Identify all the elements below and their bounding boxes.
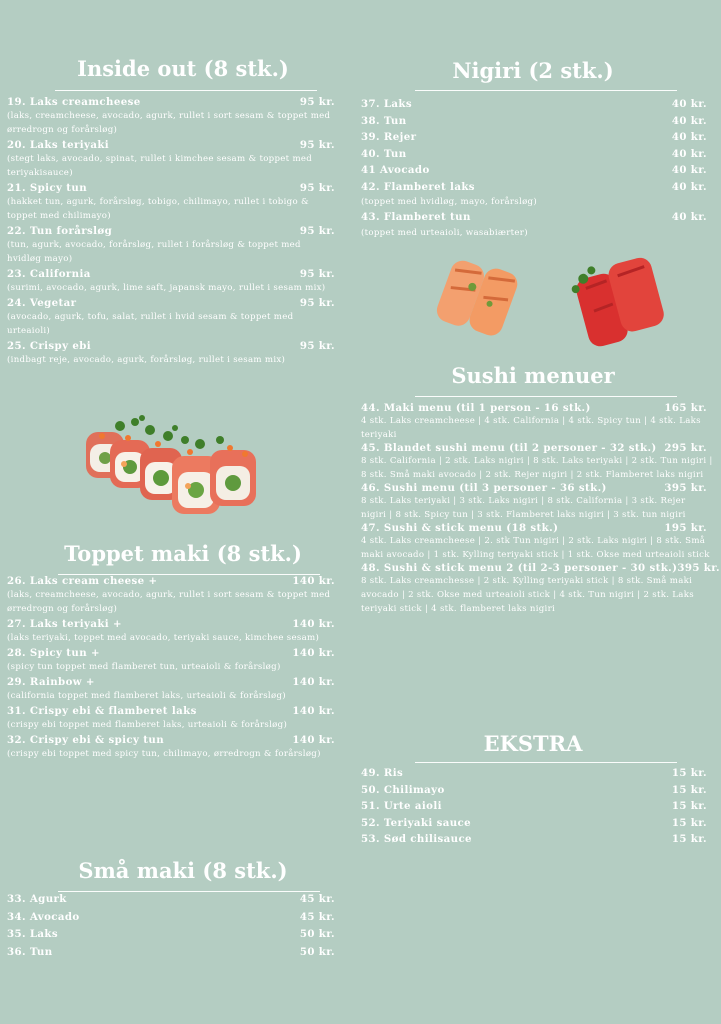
toppet-maki-item-price: 140 kr. [292,575,335,587]
toppet-maki-item [7,646,337,674]
smaa-maki-item [7,891,337,908]
ekstra-item-name: 52. Teriyaki sauce [361,816,472,829]
toppet-maki-item-description: (laks teriyaki, toppet med avocado, teriyaki sauce, kimchee sesam) [7,633,320,643]
toppet-maki-item-row [7,617,337,631]
toppet-maki-item-row [7,574,337,588]
ekstra-item-row [361,782,713,799]
toppet-maki-item [7,617,337,645]
toppet-maki-item-description: (laks, creamcheese, avocado, agurk, rullet i sort sesam & toppet med ørredrogn og forårsløg) [7,590,331,614]
toppet-maki-item-row [7,733,337,747]
inside-out-item-name: 20. Laks teriyaki [7,139,110,151]
inside-out-item [7,339,337,367]
inside-out-item-row [7,181,337,195]
smaa-maki-item [7,926,337,943]
inside-out-item [7,181,337,223]
inside-out-item-price: 95 kr. [299,96,335,108]
nigiri-item-name: 41 Avocado [361,164,430,176]
ekstra-item-name: 50. Chilimayo [361,783,445,796]
toppet-maki-item-description: (spicy tun toppet med flamberet tun, urteaioli & forårsløg) [7,662,281,672]
nigiri-item-price: 40 kr. [671,114,707,127]
nigiri-item-name: 42. Flamberet laks [361,180,475,193]
sushi-menu-item-name: 48. Sushi & stick menu 2 (til 2-3 personer - 30 stk.) [361,562,678,574]
sushi-menu-item-row [361,522,713,534]
inside-out-item-row [7,224,337,238]
toppet-maki-item [7,733,337,761]
smaa-maki-item-price: 45 kr. [299,910,335,923]
ekstra-item-name: 51. Urte aioli [361,800,442,812]
inside-out-item-row [7,138,337,152]
sushi-menu-item [361,562,721,616]
nigiri-item-row [361,129,713,146]
toppet-maki-item-description: (california toppet med flamberet laks, urteaioli & forårsløg) [7,691,286,701]
inside-out-rule [55,90,317,91]
smaa-maki-item-name: 33. Agurk [7,893,67,905]
sushi-menu-item-name: 47. Sushi & stick menu (18 stk.) [361,522,559,534]
nigiri-item [361,146,713,163]
inside-out-roll-photo [80,410,280,525]
ekstra-rule [415,762,677,763]
inside-out-item [7,138,337,180]
sushi-menu-item-name: 45. Blandet sushi menu (til 2 personer - 32 stk.) [361,442,657,454]
inside-out-item-description: (tun, agurk, avocado, forårsløg, rullet i forårsløg & toppet med hvidløg mayo) [7,240,301,264]
toppet-maki-item-description: (crispy ebi toppet med flamberet laks, urteaioli & forårsløg) [7,720,288,730]
smaa-maki-list [7,891,337,961]
sushi-menu-item-description: 8 stk. Laks creamchesse | 2 stk. Kylling teriyaki stick | 8 stk. Små maki avocado | 2 stk. Okse med urteaioli stick | 4 stk. Tun nigiri | 2 stk. Laks teriyaki stick | 4 stk. flamberet laks nigiri [361,576,694,614]
toppet-maki-item-name: 32. Crispy ebi & spicy tun [7,734,165,746]
toppet-maki-item-price: 140 kr. [292,618,335,630]
nigiri-item-name: 40. Tun [361,147,407,160]
smaa-maki-item-name: 36. Tun [7,945,53,958]
toppet-maki-item [7,675,337,703]
nigiri-item-price: 40 kr. [671,131,707,143]
ekstra-item-row [361,831,713,848]
toppet-maki-item-price: 140 kr. [292,734,335,746]
nigiri-item-price: 40 kr. [671,147,707,160]
ekstra-item [361,765,713,782]
toppet-maki-item-price: 140 kr. [292,676,335,688]
inside-out-item-price: 95 kr. [299,268,335,280]
nigiri-item [361,179,713,210]
sushi-menu-item-price: 165 kr. [664,402,707,414]
toppet-maki-item-row [7,675,337,689]
nigiri-item-name: 39. Rejer [361,131,417,143]
smaa-maki-item-row [7,909,337,926]
smaa-maki-item-name: 34. Avocado [7,910,80,923]
ekstra-item-row [361,815,713,832]
inside-out-list [7,95,337,368]
toppet-maki-item-name: 28. Spicy tun + [7,647,100,659]
toppet-maki-item-name: 31. Crispy ebi & flamberet laks [7,705,197,717]
toppet-maki-item-name: 29. Rainbow + [7,676,95,688]
toppet-maki-item-description: (crispy ebi toppet med spicy tun, chilimayo, ørredrogn & forårsløg) [7,749,321,759]
inside-out-item [7,224,337,266]
nigiri-item-row [361,162,713,179]
toppet-maki-item-row [7,704,337,718]
sushi-menu-item-row [361,402,713,414]
ekstra-item-price: 15 kr. [671,833,707,845]
nigiri-item-row [361,113,713,130]
ekstra-item [361,831,713,848]
inside-out-item-description: (laks, creamcheese, avocado, agurk, rullet i sort sesam & toppet med ørredrogn og forårsløg) [7,111,331,135]
sushi-menu-item-description: 4 stk. Laks creamcheese | 4 stk. California | 4 stk. Spicy tun | 4 stk. Laks teriyaki [361,416,701,440]
inside-out-item-description: (surimi, avocado, agurk, lime saft, japansk mayo, rullet i sesam mix) [7,283,326,293]
toppet-maki-item-name: 26. Laks cream cheese + [7,575,158,587]
nigiri-item [361,209,713,240]
nigiri-item-row [361,146,713,163]
nigiri-item-row [361,96,713,113]
sushi-menuer-rule [415,396,677,397]
smaa-maki-item [7,944,337,961]
nigiri-item-row [361,209,713,226]
inside-out-item [7,296,337,338]
inside-out-item-price: 95 kr. [299,139,335,151]
sushi-menu-item [361,442,713,482]
inside-out-item-description: (hakket tun, agurk, forårsløg, tobigo, chilimayo, rullet i tobigo & toppet med chilimayo) [7,197,309,221]
inside-out-item-price: 95 kr. [299,340,335,352]
nigiri-item-description: (toppet med urteaioli, wasabiærter) [361,227,528,238]
toppet-maki-list [7,574,337,762]
inside-out-item-name: 25. Crispy ebi [7,340,92,352]
inside-out-item-name: 23. California [7,268,91,280]
ekstra-item-row [361,798,713,815]
inside-out-item-row [7,339,337,353]
inside-out-item-price: 95 kr. [299,297,335,309]
smaa-maki-item-price: 45 kr. [299,893,335,905]
nigiri-item-price: 40 kr. [671,180,707,193]
nigiri-item-name: 43. Flamberet tun [361,211,471,223]
toppet-maki-item-price: 140 kr. [292,705,335,717]
nigiri-item [361,113,713,130]
nigiri-list [361,96,713,240]
ekstra-item [361,782,713,799]
inside-out-item-row [7,267,337,281]
ekstra-item-name: 49. Ris [361,767,404,779]
toppet-maki-title: Toppet maki (8 stk.) [64,541,302,566]
inside-out-item-row [7,296,337,310]
ekstra-item-price: 15 kr. [671,767,707,779]
smaa-maki-item-row [7,944,337,961]
sushi-menuer-title: Sushi menuer [451,363,615,388]
smaa-maki-title: Små maki (8 stk.) [78,858,288,883]
sushi-menu-item-name: 46. Sushi menu (til 3 personer - 36 stk.) [361,482,607,494]
nigiri-item [361,129,713,146]
ekstra-title: EKSTRA [483,731,583,756]
toppet-maki-item [7,704,337,732]
sushi-menu-item-name: 44. Maki menu (til 1 person - 16 stk.) [361,402,591,414]
sushi-menu-item [361,482,713,522]
nigiri-item-price: 40 kr. [671,211,707,223]
ekstra-item-name: 53. Sød chilisauce [361,833,472,845]
smaa-maki-item [7,909,337,926]
inside-out-item-name: 21. Spicy tun [7,182,88,194]
smaa-maki-item-price: 50 kr. [299,928,335,940]
sushi-menu-item-price: 395 kr. [677,562,721,574]
toppet-maki-item [7,574,337,616]
ekstra-item [361,798,713,815]
toppet-maki-item-row [7,646,337,660]
nigiri-item [361,96,713,113]
nigiri-item-name: 38. Tun [361,114,407,127]
inside-out-item [7,267,337,295]
inside-out-item-name: 22. Tun forårsløg [7,225,113,237]
roll-piece-5 [210,450,256,506]
smaa-maki-item-name: 35. Laks [7,928,59,940]
tuna-nigiri [567,251,668,350]
smaa-maki-item-row [7,891,337,908]
nigiri-item-price: 40 kr. [671,164,707,176]
ekstra-item-price: 15 kr. [671,800,707,812]
nigiri-title: Nigiri (2 stk.) [452,58,614,83]
inside-out-item [7,95,337,137]
toppet-maki-item-price: 140 kr. [292,647,335,659]
smaa-maki-item-row [7,926,337,943]
sushi-menu-item-price: 295 kr. [664,442,707,454]
sushi-menu-item-row [361,442,713,454]
inside-out-title: Inside out (8 stk.) [77,56,289,81]
sushi-menu-item-price: 195 kr. [664,522,707,534]
inside-out-item-row [7,95,337,109]
smaa-maki-item-price: 50 kr. [299,945,335,958]
sushi-menu-item-description: 8 stk. Laks teriyaki | 3 stk. Laks nigiri | 8 stk. California | 3 stk. Rejer nigiri | 8 stk. Spicy tun | 3 stk. Flamberet laks nigiri | 3 stk. tun nigiri [361,496,686,520]
ekstra-item [361,815,713,832]
nigiri-item [361,162,713,179]
inside-out-item-price: 95 kr. [299,225,335,237]
inside-out-item-description: (stegt laks, avocado, spinat, rullet i kimchee sesam & toppet med teriyakisauce) [7,154,313,178]
ekstra-list [361,765,713,848]
inside-out-item-name: 24. Vegetar [7,297,77,309]
nigiri-photo [430,250,680,350]
sushi-menu-item [361,402,713,442]
toppet-maki-item-name: 27. Laks teriyaki + [7,618,122,630]
nigiri-item-price: 40 kr. [671,98,707,110]
inside-out-item-price: 95 kr. [299,182,335,194]
nigiri-item-description: (toppet med hvidløg, mayo, forårsløg) [361,197,537,207]
sushi-menu-item-description: 8 stk. California | 2 stk. Laks nigiri | 8 stk. Laks teriyaki | 2 stk. Tun nigiri | 8 stk. Små maki avocado | 2 stk. Rejer nigiri | 2 stk. Flamberet laks nigiri [361,456,713,480]
nigiri-rule [415,90,677,91]
inside-out-item-description: (indbagt reje, avocado, agurk, forårsløg, rullet i sesam mix) [7,355,286,365]
sushi-menu-item-row [361,482,713,494]
inside-out-item-description: (avocado, agurk, tofu, salat, rullet i hvid sesam & toppet med urteaioli) [7,312,294,336]
ekstra-item-price: 15 kr. [671,816,707,829]
ekstra-item-price: 15 kr. [671,783,707,796]
sushi-menu-item-row [361,562,721,574]
sushi-menu-item-description: 4 stk. Laks creamcheese | 2. stk Tun nigiri | 2 stk. Laks nigiri | 8 stk. Små maki avocado | 1 stk. Kylling teriyaki stick | 1 stk. Okse med urteaioli stick [361,536,710,560]
sushi-menuer-list [361,402,721,616]
ekstra-item-row [361,765,713,782]
sushi-menu-item-price: 395 kr. [664,482,707,494]
inside-out-item-name: 19. Laks creamcheese [7,96,141,108]
flamed-salmon-nigiri [434,254,521,341]
sushi-menu-item [361,522,713,562]
nigiri-item-name: 37. Laks [361,98,413,110]
nigiri-item-row [361,179,713,196]
